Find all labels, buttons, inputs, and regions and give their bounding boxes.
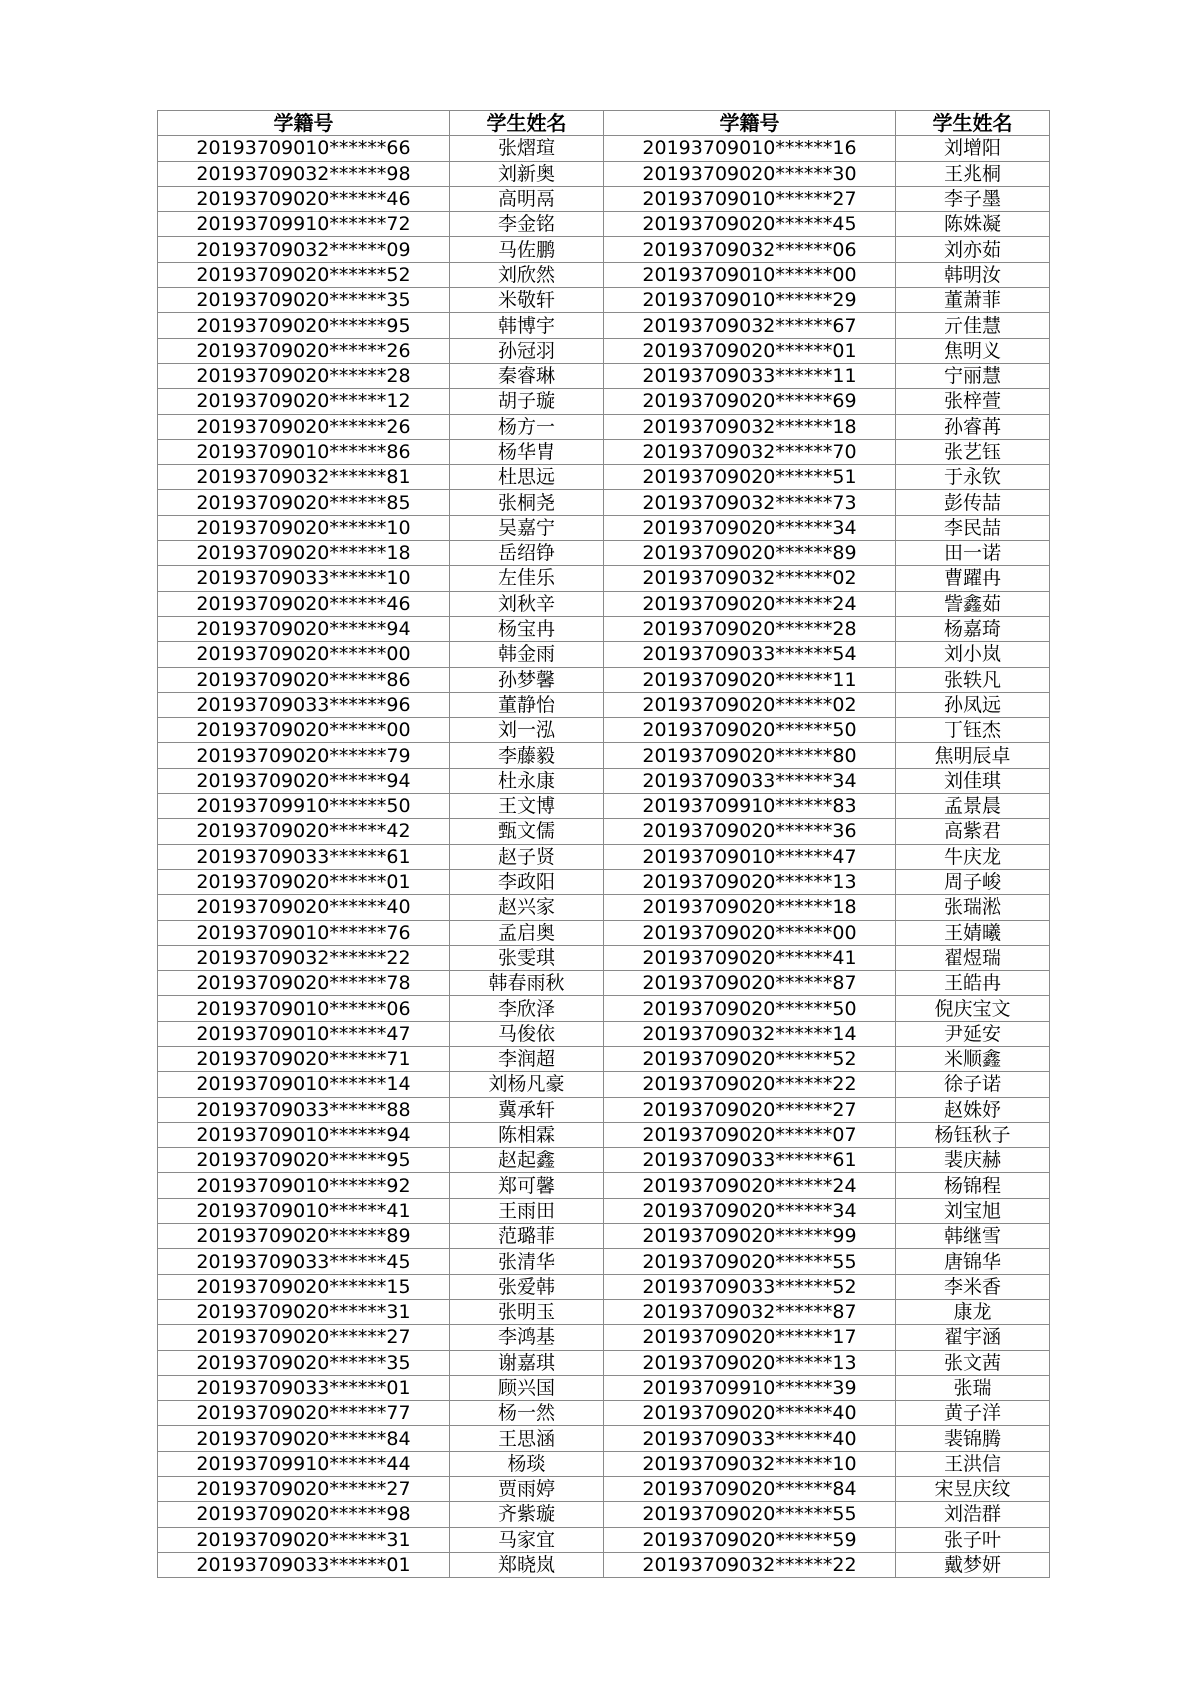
student-name-right: 黄子洋 bbox=[896, 1401, 1050, 1426]
table-row bbox=[158, 1173, 1050, 1198]
student-id-right: 20193709033******54 bbox=[604, 642, 896, 667]
table-row bbox=[158, 288, 1050, 313]
student-id-left: 20193709020******77 bbox=[158, 1401, 450, 1426]
student-name-right: 杨钰秋子 bbox=[896, 1122, 1050, 1147]
student-id-left: 20193709010******47 bbox=[158, 1021, 450, 1046]
table-row bbox=[158, 541, 1050, 566]
header-row bbox=[158, 111, 1050, 136]
student-name-left: 张爱韩 bbox=[450, 1274, 604, 1299]
student-name-right: 于永钦 bbox=[896, 465, 1050, 490]
table-row bbox=[158, 616, 1050, 641]
table-row bbox=[158, 1224, 1050, 1249]
student-id-right: 20193709020******84 bbox=[604, 1477, 896, 1502]
student-name-left: 郑晓岚 bbox=[450, 1552, 604, 1577]
student-id-right: 20193709020******80 bbox=[604, 743, 896, 768]
student-id-right: 20193709020******52 bbox=[604, 1046, 896, 1071]
student-name-left: 岳绍铮 bbox=[450, 541, 604, 566]
header-student-id-right: 学籍号 bbox=[604, 111, 896, 136]
table-row bbox=[158, 667, 1050, 692]
student-id-right: 20193709032******18 bbox=[604, 414, 896, 439]
table-row bbox=[158, 237, 1050, 262]
table-row bbox=[158, 996, 1050, 1021]
student-id-right: 20193709033******11 bbox=[604, 363, 896, 388]
student-name-left: 杨琰 bbox=[450, 1451, 604, 1476]
student-id-right: 20193709032******87 bbox=[604, 1299, 896, 1324]
student-name-left: 刘杨凡豪 bbox=[450, 1072, 604, 1097]
table-row bbox=[158, 186, 1050, 211]
student-name-left: 张熠瑄 bbox=[450, 136, 604, 161]
student-id-right: 20193709910******39 bbox=[604, 1375, 896, 1400]
table-row bbox=[158, 439, 1050, 464]
student-id-left: 20193709910******50 bbox=[158, 794, 450, 819]
student-name-left: 王文博 bbox=[450, 794, 604, 819]
student-id-right: 20193709020******11 bbox=[604, 667, 896, 692]
table-row bbox=[158, 566, 1050, 591]
student-id-left: 20193709020******89 bbox=[158, 1224, 450, 1249]
table-row bbox=[158, 1249, 1050, 1274]
student-name-right: 赵姝妤 bbox=[896, 1097, 1050, 1122]
student-name-left: 郑可馨 bbox=[450, 1173, 604, 1198]
student-name-right: 李子墨 bbox=[896, 186, 1050, 211]
student-id-left: 20193709010******94 bbox=[158, 1122, 450, 1147]
table-row bbox=[158, 1502, 1050, 1527]
student-name-right: 李民喆 bbox=[896, 515, 1050, 540]
student-name-right: 彭传喆 bbox=[896, 490, 1050, 515]
student-id-right: 20193709010******16 bbox=[604, 136, 896, 161]
student-id-left: 20193709010******66 bbox=[158, 136, 450, 161]
header-student-id-left: 学籍号 bbox=[158, 111, 450, 136]
student-id-right: 20193709032******14 bbox=[604, 1021, 896, 1046]
student-id-right: 20193709020******40 bbox=[604, 1401, 896, 1426]
student-id-left: 20193709010******92 bbox=[158, 1173, 450, 1198]
student-id-right: 20193709010******00 bbox=[604, 262, 896, 287]
student-name-right: 刘浩群 bbox=[896, 1502, 1050, 1527]
student-name-right: 裴庆赫 bbox=[896, 1148, 1050, 1173]
student-name-right: 张梓萱 bbox=[896, 389, 1050, 414]
student-id-left: 20193709910******44 bbox=[158, 1451, 450, 1476]
student-name-right: 唐锦华 bbox=[896, 1249, 1050, 1274]
student-name-right: 王洪信 bbox=[896, 1451, 1050, 1476]
student-id-left: 20193709020******31 bbox=[158, 1299, 450, 1324]
student-name-right: 尹延安 bbox=[896, 1021, 1050, 1046]
student-name-right: 周子峻 bbox=[896, 869, 1050, 894]
student-id-right: 20193709020******30 bbox=[604, 161, 896, 186]
student-name-left: 高明鬲 bbox=[450, 186, 604, 211]
student-id-right: 20193709032******10 bbox=[604, 1451, 896, 1476]
student-id-left: 20193709020******35 bbox=[158, 1350, 450, 1375]
student-id-left: 20193709020******40 bbox=[158, 895, 450, 920]
student-id-left: 20193709020******00 bbox=[158, 718, 450, 743]
student-id-right: 20193709010******29 bbox=[604, 288, 896, 313]
student-name-left: 胡子璇 bbox=[450, 389, 604, 414]
student-id-left: 20193709032******22 bbox=[158, 945, 450, 970]
student-name-left: 杨一然 bbox=[450, 1401, 604, 1426]
student-name-right: 倪庆宝文 bbox=[896, 996, 1050, 1021]
table-row bbox=[158, 1072, 1050, 1097]
student-name-right: 王兆桐 bbox=[896, 161, 1050, 186]
student-id-right: 20193709032******67 bbox=[604, 313, 896, 338]
table-row bbox=[158, 1097, 1050, 1122]
header-student-name-left: 学生姓名 bbox=[450, 111, 604, 136]
student-id-left: 20193709033******96 bbox=[158, 692, 450, 717]
student-id-left: 20193709033******01 bbox=[158, 1552, 450, 1577]
student-name-left: 杜思远 bbox=[450, 465, 604, 490]
student-id-right: 20193709020******28 bbox=[604, 616, 896, 641]
student-id-left: 20193709020******26 bbox=[158, 414, 450, 439]
student-name-left: 杨宝冉 bbox=[450, 616, 604, 641]
student-name-left: 刘欣然 bbox=[450, 262, 604, 287]
student-name-right: 孙睿苒 bbox=[896, 414, 1050, 439]
student-id-right: 20193709020******36 bbox=[604, 819, 896, 844]
header-student-name-right: 学生姓名 bbox=[896, 111, 1050, 136]
student-name-right: 丁钰杰 bbox=[896, 718, 1050, 743]
student-id-right: 20193709020******01 bbox=[604, 338, 896, 363]
student-name-right: 焦明义 bbox=[896, 338, 1050, 363]
student-name-left: 张桐尧 bbox=[450, 490, 604, 515]
student-name-left: 赵子贤 bbox=[450, 844, 604, 869]
roster-header bbox=[158, 111, 1050, 136]
student-id-left: 20193709033******10 bbox=[158, 566, 450, 591]
table-row bbox=[158, 869, 1050, 894]
student-name-right: 张轶凡 bbox=[896, 667, 1050, 692]
student-id-left: 20193709910******72 bbox=[158, 212, 450, 237]
student-id-right: 20193709033******34 bbox=[604, 768, 896, 793]
table-row bbox=[158, 794, 1050, 819]
table-row bbox=[158, 591, 1050, 616]
student-name-right: 张瑞 bbox=[896, 1375, 1050, 1400]
student-name-left: 杨方一 bbox=[450, 414, 604, 439]
student-id-right: 20193709032******73 bbox=[604, 490, 896, 515]
student-id-right: 20193709020******55 bbox=[604, 1502, 896, 1527]
student-id-right: 20193709020******89 bbox=[604, 541, 896, 566]
student-id-left: 20193709020******01 bbox=[158, 869, 450, 894]
student-id-left: 20193709020******46 bbox=[158, 591, 450, 616]
student-name-left: 马佐鹏 bbox=[450, 237, 604, 262]
student-id-right: 20193709032******02 bbox=[604, 566, 896, 591]
student-id-left: 20193709033******88 bbox=[158, 1097, 450, 1122]
student-id-right: 20193709033******40 bbox=[604, 1426, 896, 1451]
student-name-left: 李鸿基 bbox=[450, 1325, 604, 1350]
student-name-left: 李欣泽 bbox=[450, 996, 604, 1021]
table-row bbox=[158, 465, 1050, 490]
student-name-left: 孟启奥 bbox=[450, 920, 604, 945]
student-name-left: 韩春雨秋 bbox=[450, 971, 604, 996]
student-name-left: 杜永康 bbox=[450, 768, 604, 793]
student-id-right: 20193709033******61 bbox=[604, 1148, 896, 1173]
student-id-left: 20193709020******84 bbox=[158, 1426, 450, 1451]
student-id-right: 20193709910******83 bbox=[604, 794, 896, 819]
student-name-left: 杨华胄 bbox=[450, 439, 604, 464]
student-name-right: 韩继雪 bbox=[896, 1224, 1050, 1249]
table-row bbox=[158, 363, 1050, 388]
student-id-right: 20193709032******70 bbox=[604, 439, 896, 464]
student-id-left: 20193709010******76 bbox=[158, 920, 450, 945]
student-id-right: 20193709032******06 bbox=[604, 237, 896, 262]
student-name-right: 宁丽慧 bbox=[896, 363, 1050, 388]
student-id-left: 20193709020******71 bbox=[158, 1046, 450, 1071]
student-name-right: 徐子诺 bbox=[896, 1072, 1050, 1097]
student-name-left: 刘秋辛 bbox=[450, 591, 604, 616]
student-name-right: 米顺鑫 bbox=[896, 1046, 1050, 1071]
table-row bbox=[158, 1198, 1050, 1223]
student-name-left: 米敬轩 bbox=[450, 288, 604, 313]
student-id-right: 20193709020******50 bbox=[604, 996, 896, 1021]
student-id-right: 20193709020******22 bbox=[604, 1072, 896, 1097]
table-row bbox=[158, 1350, 1050, 1375]
student-name-right: 裴锦腾 bbox=[896, 1426, 1050, 1451]
student-name-right: 康龙 bbox=[896, 1299, 1050, 1324]
student-name-right: 牛庆龙 bbox=[896, 844, 1050, 869]
student-id-right: 20193709032******22 bbox=[604, 1552, 896, 1577]
student-name-right: 翟宇涵 bbox=[896, 1325, 1050, 1350]
table-row bbox=[158, 1046, 1050, 1071]
table-row bbox=[158, 743, 1050, 768]
student-name-right: 陈姝凝 bbox=[896, 212, 1050, 237]
student-name-right: 董萧菲 bbox=[896, 288, 1050, 313]
student-name-right: 亓佳慧 bbox=[896, 313, 1050, 338]
student-id-right: 20193709020******13 bbox=[604, 869, 896, 894]
student-id-right: 20193709020******55 bbox=[604, 1249, 896, 1274]
student-id-left: 20193709020******28 bbox=[158, 363, 450, 388]
student-name-left: 张雯琪 bbox=[450, 945, 604, 970]
student-id-right: 20193709020******17 bbox=[604, 1325, 896, 1350]
student-name-right: 李米香 bbox=[896, 1274, 1050, 1299]
student-id-left: 20193709033******61 bbox=[158, 844, 450, 869]
table-row bbox=[158, 971, 1050, 996]
table-row bbox=[158, 1451, 1050, 1476]
student-id-right: 20193709020******51 bbox=[604, 465, 896, 490]
student-name-right: 张子叶 bbox=[896, 1527, 1050, 1552]
student-id-left: 20193709033******45 bbox=[158, 1249, 450, 1274]
student-name-left: 孙梦馨 bbox=[450, 667, 604, 692]
table-row bbox=[158, 1477, 1050, 1502]
table-row bbox=[158, 844, 1050, 869]
student-id-left: 20193709020******18 bbox=[158, 541, 450, 566]
table-row bbox=[158, 768, 1050, 793]
table-row bbox=[158, 136, 1050, 161]
student-id-left: 20193709020******78 bbox=[158, 971, 450, 996]
student-id-right: 20193709020******02 bbox=[604, 692, 896, 717]
table-row bbox=[158, 389, 1050, 414]
student-id-left: 20193709020******85 bbox=[158, 490, 450, 515]
table-row bbox=[158, 262, 1050, 287]
student-id-left: 20193709020******31 bbox=[158, 1527, 450, 1552]
student-name-left: 赵兴家 bbox=[450, 895, 604, 920]
student-name-right: 曹躍冉 bbox=[896, 566, 1050, 591]
student-name-left: 李润超 bbox=[450, 1046, 604, 1071]
student-id-left: 20193709020******94 bbox=[158, 768, 450, 793]
student-id-right: 20193709020******24 bbox=[604, 591, 896, 616]
student-name-right: 焦明辰卓 bbox=[896, 743, 1050, 768]
student-name-right: 田一诺 bbox=[896, 541, 1050, 566]
table-row bbox=[158, 945, 1050, 970]
student-name-left: 冀承轩 bbox=[450, 1097, 604, 1122]
student-id-left: 20193709010******14 bbox=[158, 1072, 450, 1097]
student-name-right: 高紫君 bbox=[896, 819, 1050, 844]
table-row bbox=[158, 1375, 1050, 1400]
table-row bbox=[158, 1122, 1050, 1147]
student-id-right: 20193709020******13 bbox=[604, 1350, 896, 1375]
table-row bbox=[158, 1426, 1050, 1451]
student-name-left: 孙冠羽 bbox=[450, 338, 604, 363]
student-name-right: 戴梦妍 bbox=[896, 1552, 1050, 1577]
student-name-right: 张艺钰 bbox=[896, 439, 1050, 464]
table-row bbox=[158, 490, 1050, 515]
student-name-right: 王婧曦 bbox=[896, 920, 1050, 945]
student-name-left: 陈相霖 bbox=[450, 1122, 604, 1147]
student-id-left: 20193709020******35 bbox=[158, 288, 450, 313]
student-id-right: 20193709020******45 bbox=[604, 212, 896, 237]
student-name-right: 孟景晨 bbox=[896, 794, 1050, 819]
student-name-left: 范璐菲 bbox=[450, 1224, 604, 1249]
student-id-right: 20193709010******27 bbox=[604, 186, 896, 211]
table-row bbox=[158, 920, 1050, 945]
student-name-left: 韩金雨 bbox=[450, 642, 604, 667]
student-name-right: 王皓冉 bbox=[896, 971, 1050, 996]
table-row bbox=[158, 161, 1050, 186]
student-name-left: 马家宜 bbox=[450, 1527, 604, 1552]
table-row bbox=[158, 1274, 1050, 1299]
student-id-right: 20193709020******50 bbox=[604, 718, 896, 743]
student-name-left: 赵起鑫 bbox=[450, 1148, 604, 1173]
student-id-right: 20193709020******34 bbox=[604, 515, 896, 540]
student-id-right: 20193709020******18 bbox=[604, 895, 896, 920]
student-name-right: 孙凤远 bbox=[896, 692, 1050, 717]
student-id-left: 20193709010******06 bbox=[158, 996, 450, 1021]
student-name-left: 顾兴国 bbox=[450, 1375, 604, 1400]
student-name-left: 王雨田 bbox=[450, 1198, 604, 1223]
student-name-right: 刘宝旭 bbox=[896, 1198, 1050, 1223]
student-name-left: 吴嘉宁 bbox=[450, 515, 604, 540]
student-name-right: 张瑞淞 bbox=[896, 895, 1050, 920]
student-id-left: 20193709020******42 bbox=[158, 819, 450, 844]
student-name-left: 齐紫璇 bbox=[450, 1502, 604, 1527]
table-row bbox=[158, 895, 1050, 920]
student-name-left: 董静怡 bbox=[450, 692, 604, 717]
student-name-left: 张明玉 bbox=[450, 1299, 604, 1324]
table-row bbox=[158, 1401, 1050, 1426]
student-name-left: 李藤毅 bbox=[450, 743, 604, 768]
student-name-left: 王思涵 bbox=[450, 1426, 604, 1451]
student-id-right: 20193709020******59 bbox=[604, 1527, 896, 1552]
student-id-left: 20193709020******15 bbox=[158, 1274, 450, 1299]
table-row bbox=[158, 1021, 1050, 1046]
student-name-right: 宋昱庆纹 bbox=[896, 1477, 1050, 1502]
student-name-left: 贾雨婷 bbox=[450, 1477, 604, 1502]
student-name-left: 甄文儒 bbox=[450, 819, 604, 844]
table-row bbox=[158, 1299, 1050, 1324]
student-name-left: 李政阳 bbox=[450, 869, 604, 894]
student-id-left: 20193709020******94 bbox=[158, 616, 450, 641]
student-name-right: 刘小岚 bbox=[896, 642, 1050, 667]
student-id-right: 20193709020******00 bbox=[604, 920, 896, 945]
table-row bbox=[158, 1527, 1050, 1552]
student-name-right: 刘佳琪 bbox=[896, 768, 1050, 793]
student-id-left: 20193709033******01 bbox=[158, 1375, 450, 1400]
student-name-right: 韩明汝 bbox=[896, 262, 1050, 287]
student-name-right: 杨锦程 bbox=[896, 1173, 1050, 1198]
table-row bbox=[158, 718, 1050, 743]
student-id-right: 20193709020******27 bbox=[604, 1097, 896, 1122]
student-name-right: 訾鑫茹 bbox=[896, 591, 1050, 616]
student-name-left: 张清华 bbox=[450, 1249, 604, 1274]
student-id-left: 20193709010******86 bbox=[158, 439, 450, 464]
student-name-left: 谢嘉琪 bbox=[450, 1350, 604, 1375]
student-id-left: 20193709020******26 bbox=[158, 338, 450, 363]
table-row bbox=[158, 1552, 1050, 1577]
student-id-right: 20193709020******87 bbox=[604, 971, 896, 996]
student-name-right: 刘亦茹 bbox=[896, 237, 1050, 262]
student-id-right: 20193709020******24 bbox=[604, 1173, 896, 1198]
student-id-left: 20193709020******79 bbox=[158, 743, 450, 768]
student-id-left: 20193709020******46 bbox=[158, 186, 450, 211]
student-id-left: 20193709020******52 bbox=[158, 262, 450, 287]
student-id-right: 20193709020******99 bbox=[604, 1224, 896, 1249]
roster-body bbox=[158, 136, 1050, 1578]
student-id-right: 20193709020******07 bbox=[604, 1122, 896, 1147]
student-id-right: 20193709020******41 bbox=[604, 945, 896, 970]
student-name-left: 李金铭 bbox=[450, 212, 604, 237]
student-id-right: 20193709020******34 bbox=[604, 1198, 896, 1223]
table-row bbox=[158, 692, 1050, 717]
student-id-right: 20193709010******47 bbox=[604, 844, 896, 869]
student-id-left: 20193709032******09 bbox=[158, 237, 450, 262]
table-row bbox=[158, 642, 1050, 667]
student-name-left: 左佳乐 bbox=[450, 566, 604, 591]
student-name-left: 韩博宇 bbox=[450, 313, 604, 338]
student-id-right: 20193709033******52 bbox=[604, 1274, 896, 1299]
student-id-left: 20193709020******10 bbox=[158, 515, 450, 540]
student-id-right: 20193709020******69 bbox=[604, 389, 896, 414]
student-name-left: 刘一泓 bbox=[450, 718, 604, 743]
table-row bbox=[158, 313, 1050, 338]
student-id-left: 20193709020******98 bbox=[158, 1502, 450, 1527]
student-id-left: 20193709032******98 bbox=[158, 161, 450, 186]
student-id-left: 20193709020******27 bbox=[158, 1325, 450, 1350]
student-name-right: 张文茜 bbox=[896, 1350, 1050, 1375]
student-id-left: 20193709020******12 bbox=[158, 389, 450, 414]
table-row bbox=[158, 819, 1050, 844]
table-row bbox=[158, 338, 1050, 363]
student-id-left: 20193709010******41 bbox=[158, 1198, 450, 1223]
student-name-right: 刘增阳 bbox=[896, 136, 1050, 161]
student-name-left: 秦睿琳 bbox=[450, 363, 604, 388]
table-row bbox=[158, 515, 1050, 540]
student-name-right: 翟煜瑞 bbox=[896, 945, 1050, 970]
student-name-right: 杨嘉琦 bbox=[896, 616, 1050, 641]
student-name-left: 刘新奥 bbox=[450, 161, 604, 186]
table-row bbox=[158, 1148, 1050, 1173]
student-id-left: 20193709020******00 bbox=[158, 642, 450, 667]
student-id-left: 20193709032******81 bbox=[158, 465, 450, 490]
table-row bbox=[158, 414, 1050, 439]
table-row bbox=[158, 1325, 1050, 1350]
student-id-left: 20193709020******95 bbox=[158, 313, 450, 338]
student-id-left: 20193709020******95 bbox=[158, 1148, 450, 1173]
student-id-left: 20193709020******86 bbox=[158, 667, 450, 692]
table-row bbox=[158, 212, 1050, 237]
student-name-left: 马俊依 bbox=[450, 1021, 604, 1046]
student-id-left: 20193709020******27 bbox=[158, 1477, 450, 1502]
student-roster-table bbox=[157, 110, 1050, 1578]
